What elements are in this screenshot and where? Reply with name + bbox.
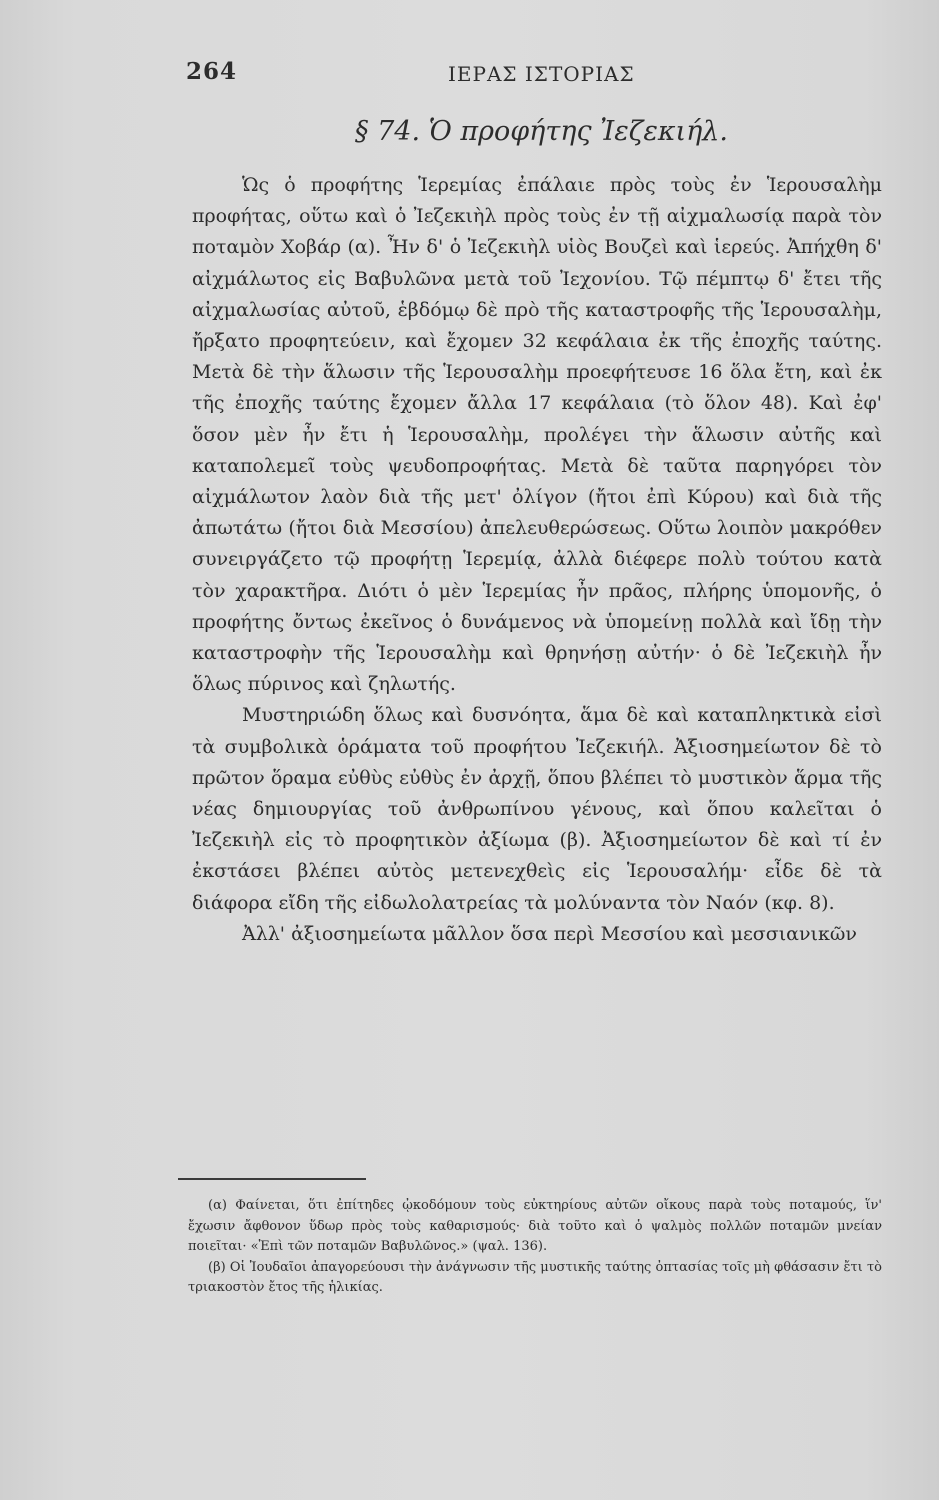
paragraph: Ὡς ὁ προφήτης Ἱερεμίας ἐπάλαιε πρὸς τοὺς ἐν Ἱερουσαλὴμ προφήτας, οὕτω καὶ ὁ Ἰεζεκιὴλ πρὸς τοὺς ἐν τῇ αἰχμαλωσίᾳ παρὰ τὸν ποταμὸν Χοβάρ (α). Ἦν δ' ὁ Ἰεζεκιὴλ υἱὸς Βουζεὶ καὶ ἱερεύς. Ἀπήχθη δ' αἰχμάλωτος εἰς Βαβυλῶνα μετὰ τοῦ Ἰεχονίου. Τῷ πέμπτῳ δ' ἔτει τῆς αἰχμαλωσίας αὐτοῦ, ἑβδόμῳ δὲ πρὸ τῆς καταστροφῆς τῆς Ἱερουσαλὴμ, ἤρξατο προφητεύειν, καὶ ἔχομεν 32 κεφάλαια ἐκ τῆς ἐποχῆς ταύτης. Μετὰ δὲ τὴν ἅλωσιν τῆς Ἱερουσαλὴμ προεφήτευσε 16 ὅλα ἔτη, καὶ ἐκ τῆς ἐποχῆς ταύτης ἔχομεν ἄλλα 17 κεφάλαια (τὸ ὅλον 48). Καὶ ἐφ' ὅσον μὲν ἦν ἔτι ἡ Ἱερουσαλὴμ, προλέγει τὴν ἅλωσιν αὐτῆς καὶ καταπολεμεῖ τοὺς ψευδοπροφήτας. Μετὰ δὲ ταῦτα παρηγόρει τὸν αἰχμάλωτον λαὸν διὰ τῆς μετ' ὀλίγον (ἤτοι ἐπὶ Κύρου) καὶ διὰ τῆς ἀπωτάτω (ἤτοι διὰ Μεσσίου) ἀπελευθερώσεως. Οὕτω λοιπὸν μακρόθεν συνειργάζετο τῷ προφήτῃ Ἱερεμίᾳ, ἀλλὰ διέφερε πολὺ τούτου κατὰ τὸν χαρακτῆρα. Διότι ὁ μὲν Ἱερεμίας ἦν πρᾶος, πλήρης ὑπομονῆς, ὁ προφήτης ὄντως ἐκεῖνος ὁ δυνάμενος νὰ ὑπομείνῃ πολλὰ καὶ ἴδῃ τὴν καταστροφὴν τῆς Ἱερουσαλὴμ καὶ θρηνήσῃ αὐτήν· ὁ δὲ Ἰεζεκιὴλ ἦν ὅλως πύρινος καὶ ζηλωτής.: [192, 174, 882, 696]
page-number: 264: [186, 58, 238, 85]
footnotes: [188, 1196, 882, 1299]
running-head: ΙΕΡΑΣ ΙΣΤΟΡΙΑΣ: [448, 62, 635, 86]
footnote: (α) Φαίνεται, ὅτι ἐπίτηδες ᾠκοδόμουν τοὺς εὐκτηρίους αὐτῶν οἴκους παρὰ τοὺς ποταμούς, ἵν' ἔχωσιν ἄφθονον ὕδωρ πρὸς τοὺς καθαρισμούς· διὰ τοῦτο καὶ ὁ ψαλμὸς πολλῶν ποταμῶν μνείαν ποιεῖται· «Ἐπὶ τῶν ποταμῶν Βαβυλῶνος.» (ψαλ. 136).: [188, 1198, 882, 1254]
section-title: § 74. Ὁ προφήτης Ἰεζεκιήλ.: [355, 116, 729, 147]
paragraph: Ἀλλ' ἀξιοσημείωτα μᾶλλον ὅσα περὶ Μεσσίου καὶ μεσσιανικῶν: [242, 922, 857, 945]
footnote-divider: [178, 1178, 366, 1180]
body-text: [192, 170, 882, 950]
page-header: [178, 58, 878, 98]
paragraph: Μυστηριώδη ὅλως καὶ δυσνόητα, ἅμα δὲ καὶ καταπληκτικὰ εἰσὶ τὰ συμβολικὰ ὁράματα τοῦ προφήτου Ἰεζεκιήλ. Ἀξιοσημείωτον δὲ τὸ πρῶτον ὅραμα εὐθὺς εὐθὺς ἐν ἀρχῇ, ὅπου βλέπει τὸ μυστικὸν ἅρμα τῆς νέας δημιουργίας τοῦ ἀνθρωπίνου γένους, καὶ ὅπου καλεῖται ὁ Ἰεζεκιὴλ εἰς τὸ προφητικὸν ἀξίωμα (β). Ἀξιοσημείωτον δὲ καὶ τί ἐν ἐκστάσει βλέπει αὐτὸς μετενεχθεὶς εἰς Ἱερουσαλήμ· εἶδε δὲ τὰ διάφορα εἴδη τῆς εἰδωλολατρείας τὰ μολύναντα τὸν Ναόν (κφ. 8).: [192, 704, 882, 914]
footnote: (β) Οἱ Ἰουδαῖοι ἀπαγορεύουσι τὴν ἀνάγνωσιν τῆς μυστικῆς ταύτης ὀπτασίας τοῖς μὴ φθάσασιν ἔτι τὸ τριακοστὸν ἔτος τῆς ἡλικίας.: [188, 1259, 882, 1295]
